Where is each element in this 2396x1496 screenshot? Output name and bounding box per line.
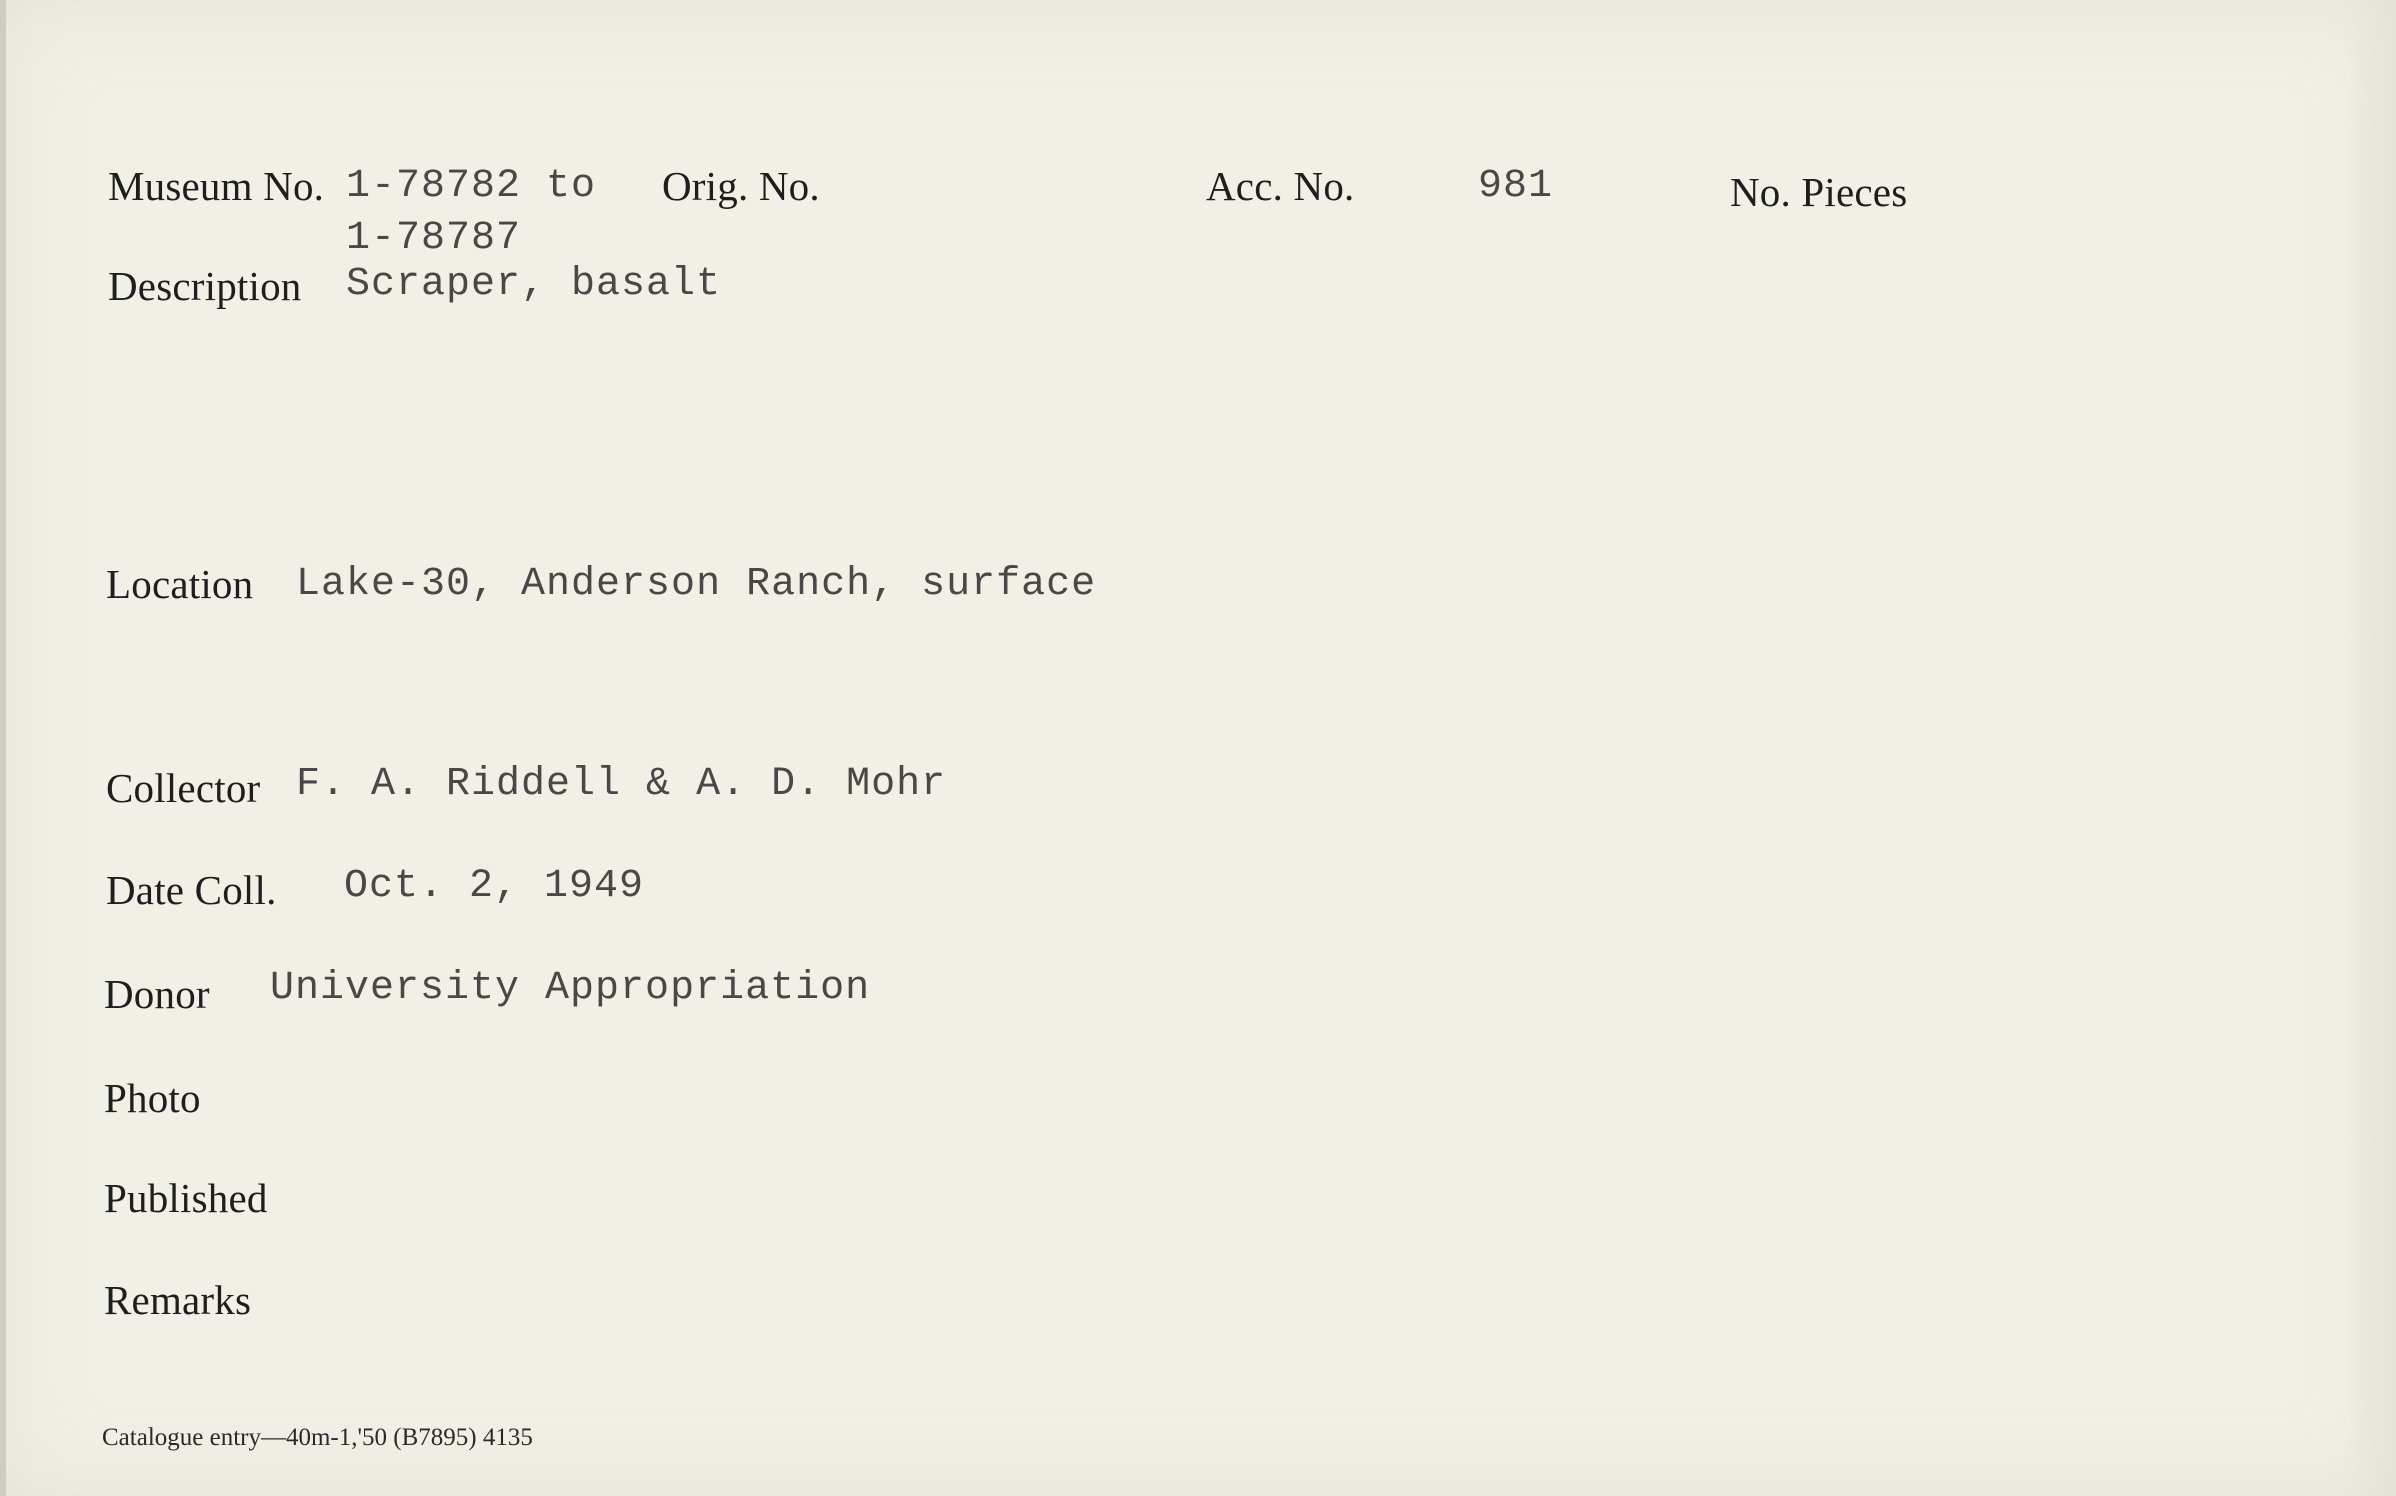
orig-no-label: Orig. No. <box>662 163 820 209</box>
acc-no-label: Acc. No. <box>1206 163 1355 209</box>
museum-no-label: Museum No. <box>108 163 325 209</box>
published-label: Published <box>104 1175 268 1221</box>
location-label: Location <box>106 561 254 607</box>
acc-no-value: 981 <box>1478 164 1554 209</box>
donor-value: University Appropriation <box>270 966 871 1011</box>
museum-no-value-line1: 1-78782 to <box>346 164 597 209</box>
date-coll-label: Date Coll. <box>106 867 277 913</box>
description-label: Description <box>108 263 302 309</box>
remarks-label: Remarks <box>104 1277 252 1323</box>
description-value: Scraper, basalt <box>346 262 722 307</box>
collector-value: F. A. Riddell & A. D. Mohr <box>296 762 947 807</box>
museum-no-value-line2: 1-78787 <box>346 216 522 261</box>
location-value: Lake-30, Anderson Ranch, surface <box>296 562 1097 607</box>
no-pieces-label: No. Pieces <box>1730 169 1908 215</box>
collector-label: Collector <box>106 765 261 811</box>
donor-label: Donor <box>104 971 210 1017</box>
date-coll-value: Oct. 2, 1949 <box>344 864 645 909</box>
photo-label: Photo <box>104 1075 201 1121</box>
catalogue-footer: Catalogue entry—40m-1,'50 (B7895) 4135 <box>102 1424 533 1451</box>
